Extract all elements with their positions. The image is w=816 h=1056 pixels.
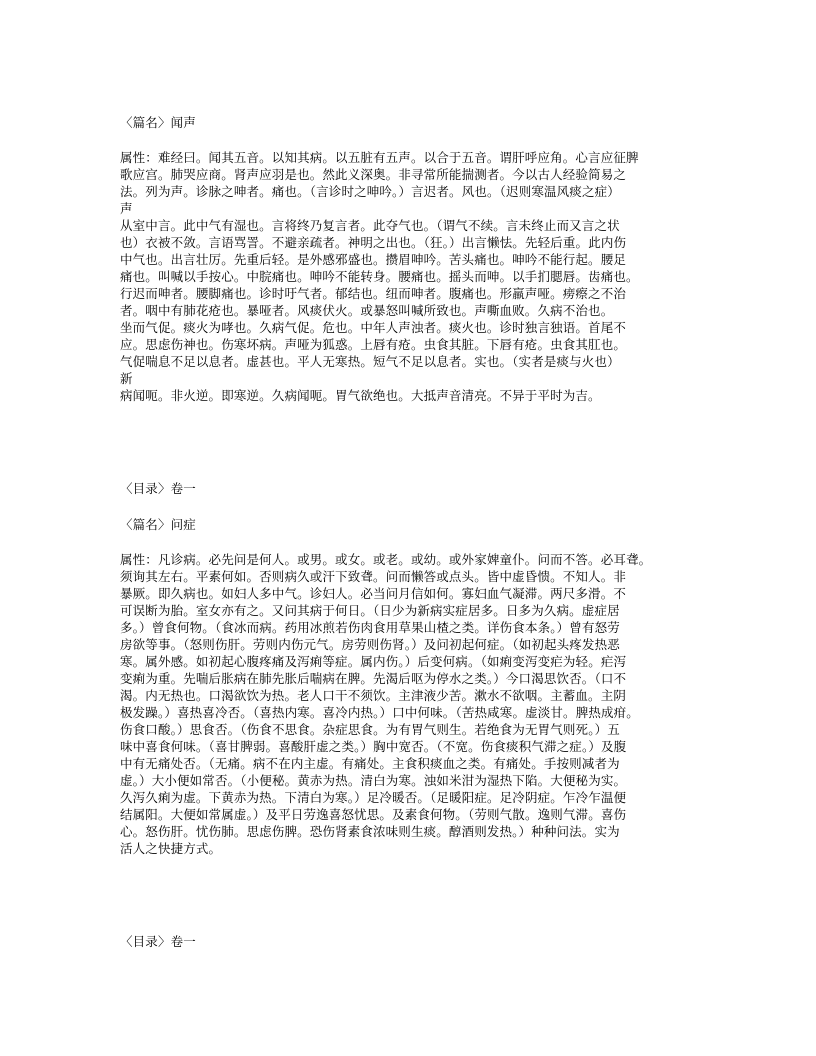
text-line: 中有无痛处否。（无痛。病不在内主虚。有痛处。主食积痰血之类。有痛处。手按则减者为: [120, 756, 620, 771]
text-line: 从室中言。此中气有湿也。言将终乃复言者。此夺气也。（谓气不续。言未终止而又言之状: [120, 218, 620, 233]
text-line: 极发躁。）喜热喜冷否。（喜热内寒。喜冷内热。）口中何味。（苦热咸寒。虚淡甘。脾热成疳。: [120, 705, 639, 720]
text-line: 寒。属外感。如初起心腹疼痛及泻痢等症。属内伤。）后变何病。（如痢变泻变疟为轻。疟泻: [120, 654, 627, 669]
text-line: 房欲等事。（怒则伤肝。劳则内伤元气。房劳则伤肾。）及问初起何症。（如初起头疼发热恶: [120, 637, 620, 652]
section-heading-wenzheng: 〈篇名〉问症: [120, 517, 196, 532]
text-line: 坐而气促。痰火为哮也。久病气促。危也。中年人声浊者。痰火也。诊时独言独语。首尾不: [120, 320, 627, 335]
text-line: 新: [120, 371, 133, 386]
text-line: 结属阳。大便如常属虚。）及平日劳逸喜怒忧思。及素食何物。（劳则气散。逸则气滞。喜伤: [120, 807, 627, 822]
text-line: 多。）曾食何物。（食冰而病。药用冰煎若伤肉食用草果山楂之类。详伤食本条。）曾有怒劳: [120, 620, 620, 635]
text-line: 变痢为重。先喘后胀病在肺先胀后喘病在脾。先渴后呕为停水之类。）今口渴思饮否。（口不: [120, 671, 627, 686]
text-line: 应。思虑伤神也。伤寒坏病。声哑为狐惑。上唇有疮。虫食其脏。下唇有疮。虫食其肛也。: [120, 337, 627, 352]
catalog-label: 〈目录〉卷一: [120, 481, 196, 496]
text-line: 心。怒伤肝。忧伤肺。思虑伤脾。恐伤肾素食浓味则生痰。醇酒则发热。）种种问法。实为: [120, 824, 620, 839]
text-line: 暴厥。即久病也。如妇人多中气。诊妇人。必当问月信如何。寡妇血气凝滞。两尺多滑。不: [120, 586, 627, 601]
text-line: 也）衣被不敛。言语骂詈。不避亲疏者。神明之出也。（狂。）出言懒怯。先轻后重。此内伤: [120, 235, 627, 250]
text-line: 虚。）大小便如常否。（小便秘。黄赤为热。清白为寒。浊如米泔为湿热下陷。大便秘为实。: [120, 773, 627, 788]
catalog-label: 〈目录〉卷一: [120, 934, 196, 949]
text-line: 者。咽中有肺花疮也。暴哑者。风痰伏火。或暴怒叫喊所致也。声嘶血败。久病不治也。: [120, 303, 614, 318]
text-line: 属性：难经曰。闻其五音。以知其病。以五脏有五声。以合于五音。谓肝呼应角。心言应征脾: [120, 150, 639, 165]
text-line: 病闻呃。非火逆。即寒逆。久病闻呃。胃气欲绝也。大抵声音清亮。不异于平时为吉。: [120, 388, 601, 403]
text-line: 中气也。出言壮厉。先重后轻。是外感邪盛也。攒眉呻吟。苦头痛也。呻吟不能行起。腰足: [120, 252, 627, 267]
text-line: 行迟而呻者。腰脚痛也。诊时吁气者。郁结也。纽而呻者。腹痛也。形羸声哑。痨瘵之不治: [120, 286, 627, 301]
text-line: 伤食口酸。）思食否。（伤食不思食。杂症思食。为有胃气则生。若绝食为无胃气则死。）五: [120, 722, 620, 737]
text-line: 声: [120, 201, 133, 216]
text-line: 歌应宫。肺哭应商。肾声应羽是也。然此义深奥。非寻常所能揣测者。今以古人经验简易之: [120, 167, 627, 182]
text-line: 渴。内无热也。口渴欲饮为热。老人口干不须饮。主津液少苦。漱水不欲咽。主蓄血。主阴: [120, 688, 627, 703]
text-line: 法。列为声。诊脉之呻者。痛也。（言诊时之呻吟。）言迟者。风也。（迟则寒温风痰之症）: [120, 184, 620, 199]
text-line: 活人之快捷方式。: [120, 841, 222, 856]
text-line: 痛也。叫喊以手按心。中脘痛也。呻吟不能转身。腰痛也。摇头而呻。以手扪腮唇。齿痛也。: [120, 269, 639, 284]
text-line: 味中喜食何味。（喜甘脾弱。喜酸肝虚之类。）胸中宽否。（不宽。伤食痰积气滞之症。）及腹: [120, 739, 627, 754]
text-line: 可误断为胎。室女亦有之。又问其病于何日。（日少为新病实症居多。日多为久病。虚症居: [120, 603, 620, 618]
section-heading-wensheng: 〈篇名〉闻声: [120, 115, 196, 130]
text-line: 久泻久痢为虚。下黄赤为热。下清白为寒。）足冷暖否。（足暖阳症。足冷阴症。乍冷乍温便: [120, 790, 627, 805]
text-line: 属性：凡诊病。必先问是何人。或男。或女。或老。或幼。或外家婢童仆。问而不答。必耳聋。: [120, 552, 652, 567]
text-line: 须询其左右。平素何如。否则病久或汗下致聋。问而懒答或点头。皆中虚昏愦。不知人。非: [120, 569, 627, 584]
text-line: 气促喘息不足以息者。虚甚也。平人无寒热。短气不足以息者。实也。（实者是痰与火也）: [120, 354, 620, 369]
